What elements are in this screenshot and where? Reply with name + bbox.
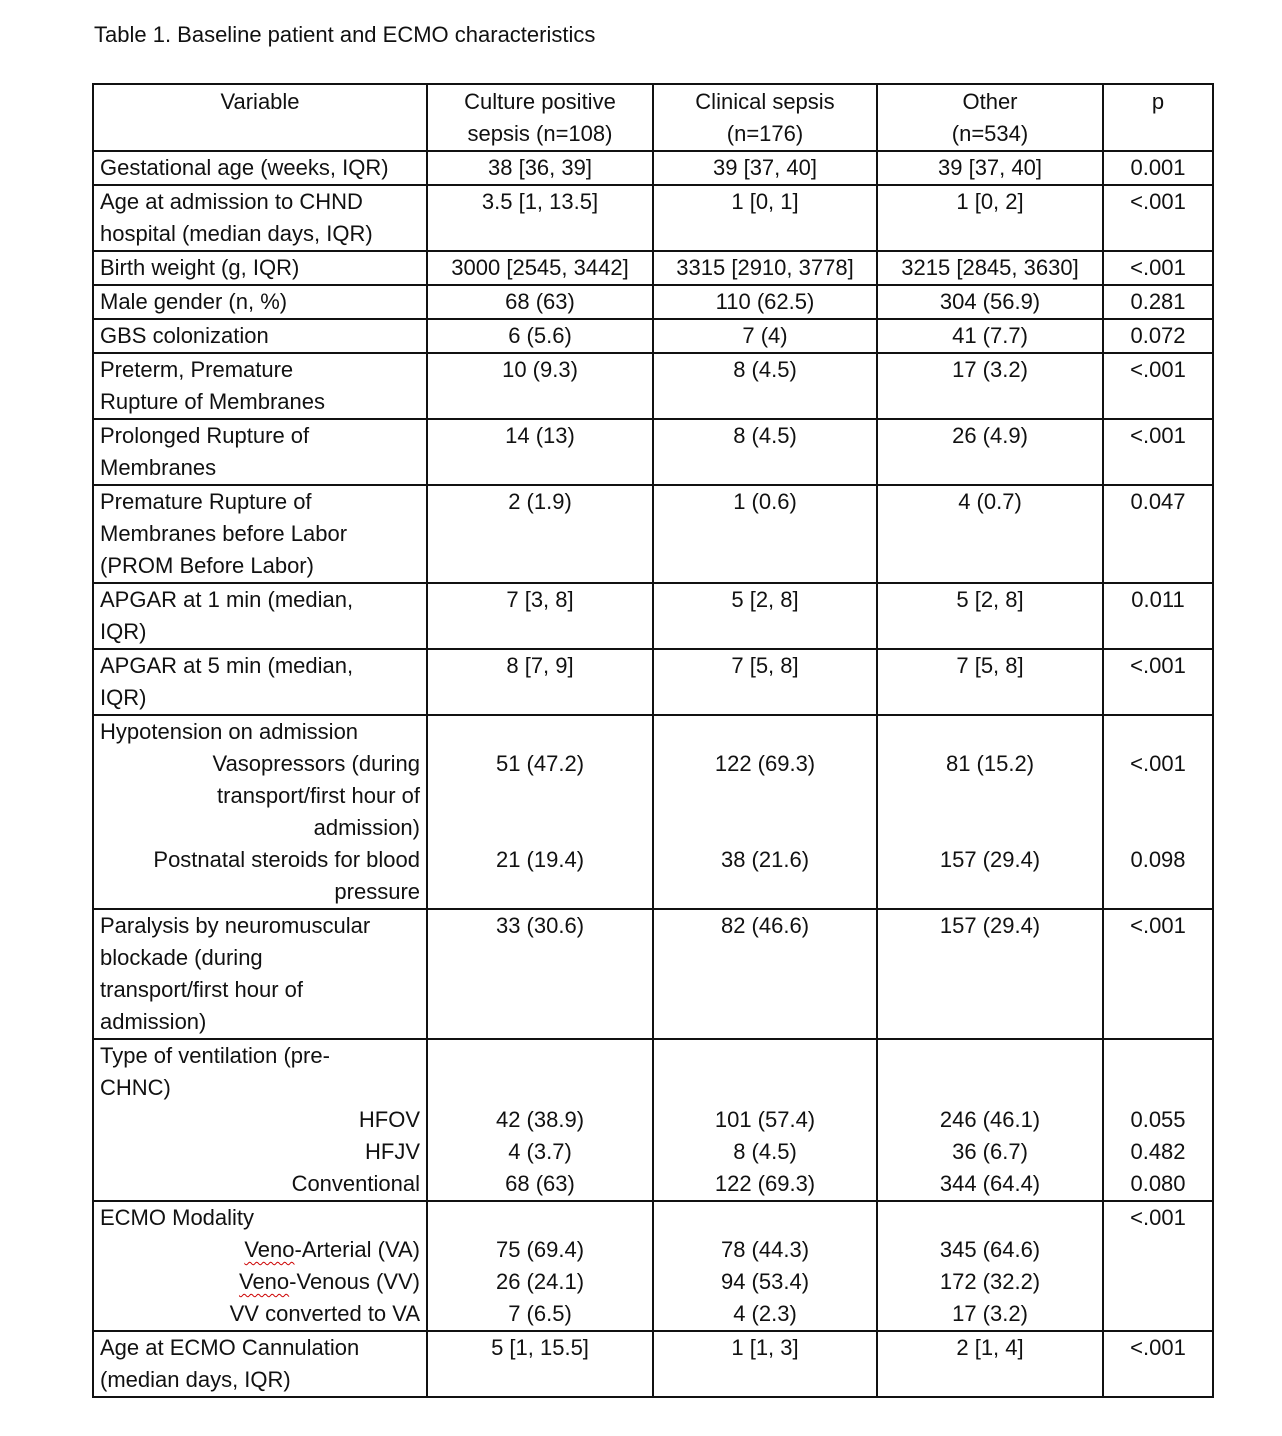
table-row <box>93 1201 1213 1331</box>
cell-other: 7 [5, 8] <box>877 649 1103 715</box>
cell-culture: 6 (5.6) <box>427 319 653 353</box>
cell-culture: 42 (38.9) 4 (3.7) 68 (63) <box>427 1039 653 1201</box>
cell-clinical: 110 (62.5) <box>653 285 877 319</box>
cell-p: <.001 <box>1103 185 1213 251</box>
spellcheck-word: Veno <box>238 1269 290 1294</box>
cell-clinical: 3315 [2910, 3778] <box>653 251 877 285</box>
cell-clinical: 5 [2, 8] <box>653 583 877 649</box>
table-row <box>93 151 1213 185</box>
row-label: APGAR at 5 min (median, IQR) <box>93 649 427 715</box>
cell-other: 345 (64.6) 172 (32.2) 17 (3.2) <box>877 1201 1103 1331</box>
table-row <box>93 319 1213 353</box>
cell-other: 26 (4.9) <box>877 419 1103 485</box>
cell-other: 3215 [2845, 3630] <box>877 251 1103 285</box>
cell-clinical: 8 (4.5) <box>653 419 877 485</box>
cell-clinical: 1 [0, 1] <box>653 185 877 251</box>
cell-p: <.001 <box>1103 1331 1213 1397</box>
cell-p: <.001 <box>1103 419 1213 485</box>
header-other: Other (n=534) <box>877 84 1103 151</box>
cell-other: 81 (15.2) 157 (29.4) <box>877 715 1103 909</box>
cell-p: <.001 <box>1103 353 1213 419</box>
cell-clinical: 39 [37, 40] <box>653 151 877 185</box>
table-row <box>93 649 1213 715</box>
cell-other: 5 [2, 8] <box>877 583 1103 649</box>
cell-clinical: 82 (46.6) <box>653 909 877 1039</box>
table-row <box>93 715 1213 909</box>
cell-clinical: 78 (44.3) 94 (53.4) 4 (2.3) <box>653 1201 877 1331</box>
cell-other: 304 (56.9) <box>877 285 1103 319</box>
header-row <box>93 84 1213 151</box>
header-p: p <box>1103 84 1213 151</box>
cell-clinical: 122 (69.3) 38 (21.6) <box>653 715 877 909</box>
cell-clinical: 7 [5, 8] <box>653 649 877 715</box>
header-culture-positive: Culture positive sepsis (n=108) <box>427 84 653 151</box>
cell-p: <.001 <box>1103 909 1213 1039</box>
cell-p: <.001 0.098 <box>1103 715 1213 909</box>
cell-culture: 2 (1.9) <box>427 485 653 583</box>
cell-other: 4 (0.7) <box>877 485 1103 583</box>
table-row <box>93 583 1213 649</box>
cell-culture: 68 (63) <box>427 285 653 319</box>
cell-culture: 8 [7, 9] <box>427 649 653 715</box>
cell-p: 0.072 <box>1103 319 1213 353</box>
cell-culture: 3.5 [1, 13.5] <box>427 185 653 251</box>
cell-p: 0.055 0.482 0.080 <box>1103 1039 1213 1201</box>
row-label: Age at ECMO Cannulation (median days, IQR) <box>93 1331 427 1397</box>
table-row <box>93 185 1213 251</box>
cell-culture: 75 (69.4) 26 (24.1) 7 (6.5) <box>427 1201 653 1331</box>
baseline-characteristics-table <box>92 83 1214 1398</box>
header-variable: Variable <box>93 84 427 151</box>
row-label: Birth weight (g, IQR) <box>93 251 427 285</box>
cell-clinical: 101 (57.4) 8 (4.5) 122 (69.3) <box>653 1039 877 1201</box>
table-caption: Table 1. Baseline patient and ECMO characteristics <box>94 22 596 47</box>
row-label: Preterm, Premature Rupture of Membranes <box>93 353 427 419</box>
row-label: Prolonged Rupture of Membranes <box>93 419 427 485</box>
cell-culture: 14 (13) <box>427 419 653 485</box>
cell-p: <.001 <box>1103 649 1213 715</box>
cell-other: 157 (29.4) <box>877 909 1103 1039</box>
cell-culture: 51 (47.2) 21 (19.4) <box>427 715 653 909</box>
cell-other: 2 [1, 4] <box>877 1331 1103 1397</box>
cell-other: 39 [37, 40] <box>877 151 1103 185</box>
table-row <box>93 1039 1213 1201</box>
row-label: Type of ventilation (pre- CHNC) HFOV HFJV Conventional <box>93 1039 427 1201</box>
cell-p: 0.047 <box>1103 485 1213 583</box>
cell-culture: 5 [1, 15.5] <box>427 1331 653 1397</box>
cell-clinical: 7 (4) <box>653 319 877 353</box>
cell-culture: 3000 [2545, 3442] <box>427 251 653 285</box>
cell-p: 0.011 <box>1103 583 1213 649</box>
row-label: Gestational age (weeks, IQR) <box>93 151 427 185</box>
header-clinical-sepsis: Clinical sepsis (n=176) <box>653 84 877 151</box>
cell-other: 246 (46.1) 36 (6.7) 344 (64.4) <box>877 1039 1103 1201</box>
cell-clinical: 1 (0.6) <box>653 485 877 583</box>
row-label: Paralysis by neuromuscular blockade (during transport/first hour of admission) <box>93 909 427 1039</box>
cell-other: 17 (3.2) <box>877 353 1103 419</box>
table-row <box>93 419 1213 485</box>
row-label: GBS colonization <box>93 319 427 353</box>
row-label: ECMO Modality Veno-Arterial (VA) Veno-Venous (VV) VV converted to VA <box>93 1201 427 1331</box>
row-label: Hypotension on admission Vasopressors (during transport/first hour of admission) Postnatal steroids for blood pressure <box>93 715 427 909</box>
cell-culture: 7 [3, 8] <box>427 583 653 649</box>
row-label: Age at admission to CHND hospital (median days, IQR) <box>93 185 427 251</box>
cell-p: 0.281 <box>1103 285 1213 319</box>
row-label: Male gender (n, %) <box>93 285 427 319</box>
cell-other: 1 [0, 2] <box>877 185 1103 251</box>
cell-culture: 10 (9.3) <box>427 353 653 419</box>
row-label: APGAR at 1 min (median, IQR) <box>93 583 427 649</box>
cell-p: <.001 <box>1103 1201 1213 1331</box>
cell-clinical: 8 (4.5) <box>653 353 877 419</box>
table-row <box>93 1331 1213 1397</box>
table-row <box>93 251 1213 285</box>
cell-p: <.001 <box>1103 251 1213 285</box>
spellcheck-word: Veno <box>244 1237 295 1262</box>
cell-clinical: 1 [1, 3] <box>653 1331 877 1397</box>
cell-p: 0.001 <box>1103 151 1213 185</box>
table-row <box>93 285 1213 319</box>
cell-culture: 38 [36, 39] <box>427 151 653 185</box>
row-label: Premature Rupture of Membranes before Labor (PROM Before Labor) <box>93 485 427 583</box>
table-row <box>93 909 1213 1039</box>
table-row <box>93 485 1213 583</box>
table-row <box>93 353 1213 419</box>
cell-other: 41 (7.7) <box>877 319 1103 353</box>
cell-culture: 33 (30.6) <box>427 909 653 1039</box>
